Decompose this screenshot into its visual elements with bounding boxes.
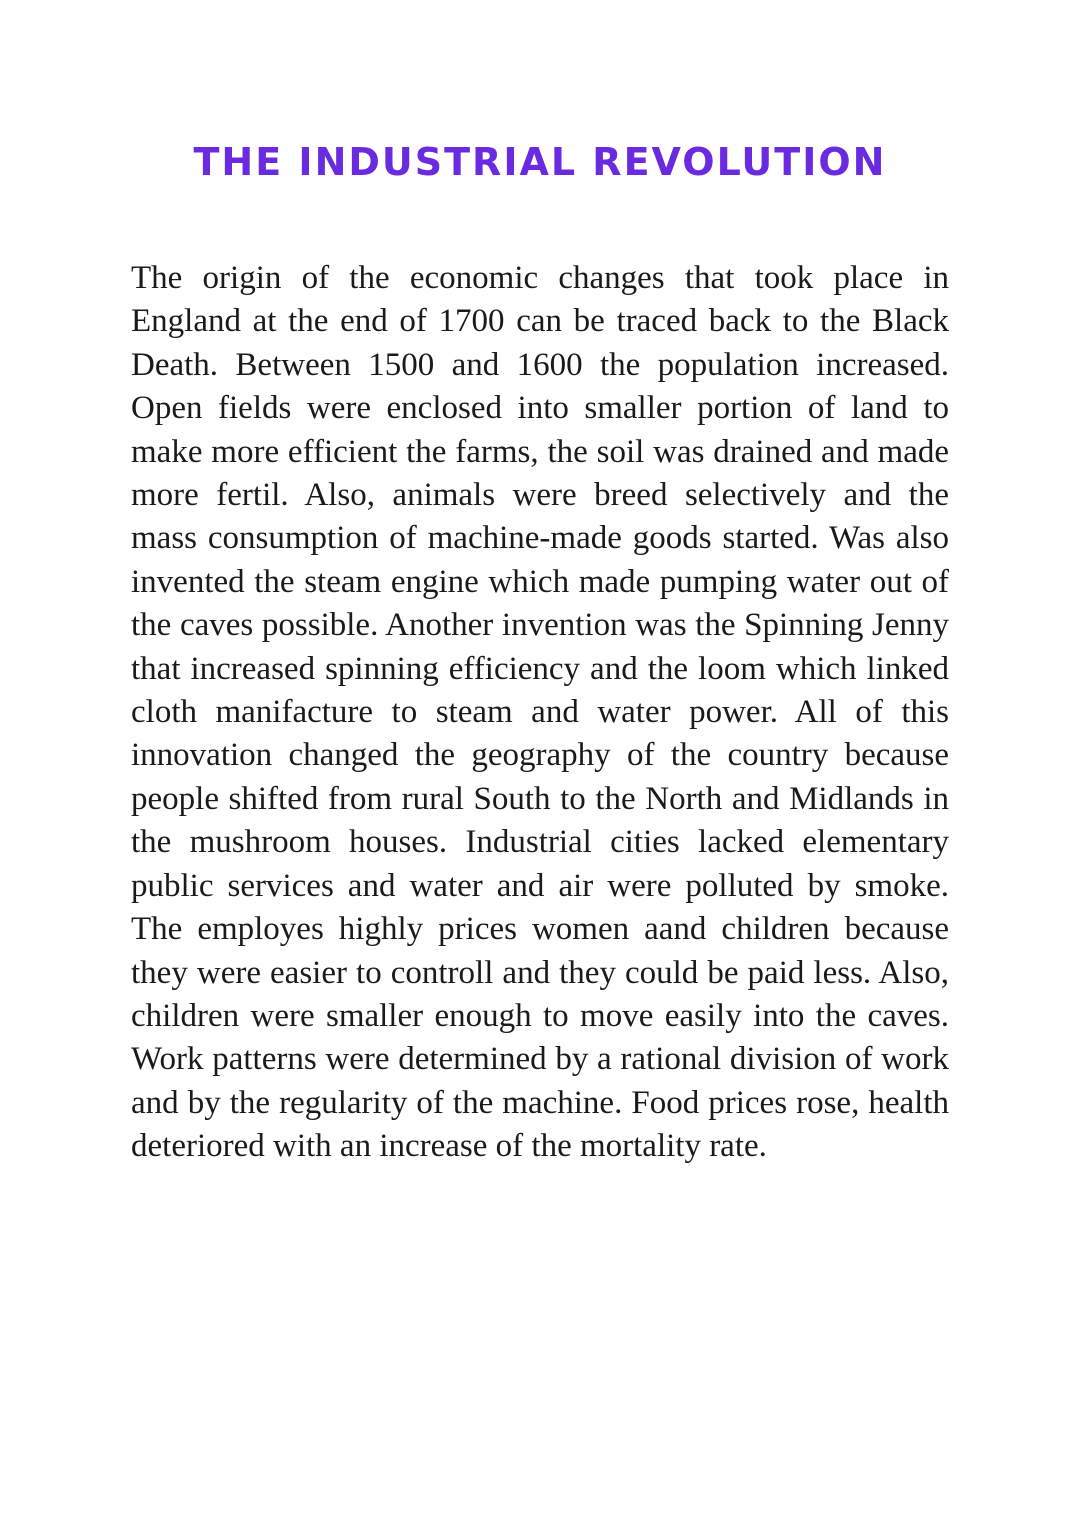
page-title: THE INDUSTRIAL REVOLUTION [193,140,887,184]
body-paragraph: The origin of the economic changes that took place in England at the end of 1700 can be traced back to the Black Death. Between 1500 and 1600 the population increased. Open fields were enclosed into smaller portion of land to make more efficient the farms, the soil was drained and made more fertil. Also, animals were breed selectively and the mass consumption of machine-made goods started. Was also invented the steam engine which made pumping water out of the caves possible. Another invention was the Spinning Jenny that increased spinning efficiency and the loom which linked cloth manifacture to steam and water power. All of this innovation changed the geography of the country because people shifted from rural South to the North and Midlands in the mushroom houses. Industrial cities lacked elementary public services and water and air were polluted by smoke. The employes highly prices women aand children because they were easier to controll and they could be paid less. Also, children were smaller enough to move easily into the caves. Work patterns were determined by a rational division of work and by the regularity of the machine. Food prices rose, health deteriored with an increase of the mortality rate. [131,260,949,1165]
